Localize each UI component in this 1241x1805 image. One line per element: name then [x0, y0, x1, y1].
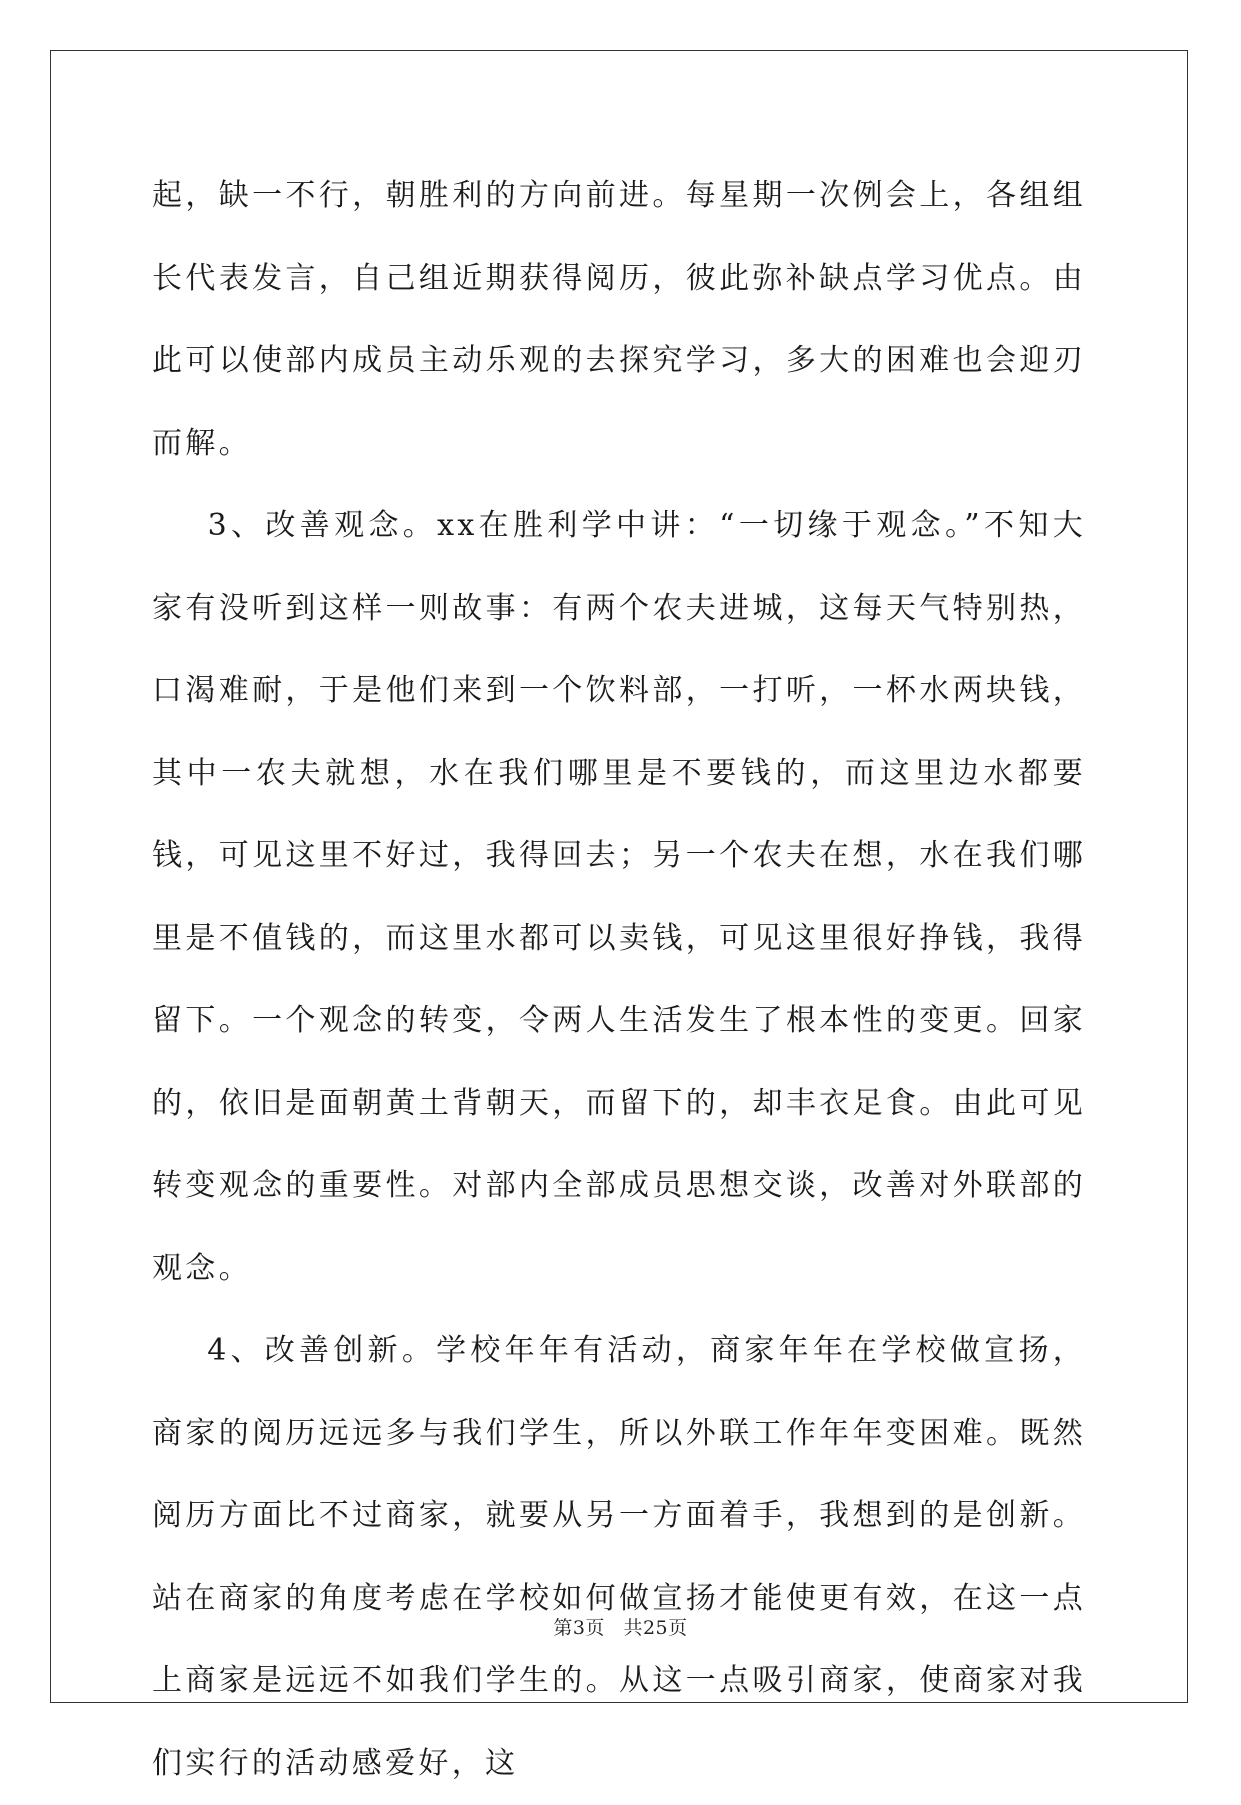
page-footer: [0, 1613, 1241, 1640]
document-body: [152, 155, 1086, 1805]
paragraph: 起，缺一不行，朝胜利的方向前进。每星期一次例会上，各组组长代表发言，自己组近期获得阅历，彼此弥补缺点学习优点。由此可以使部内成员主动乐观的去探究学习，多大的困难也会迎刃而解。: [152, 178, 1086, 461]
page-number: 第3页: [553, 1617, 605, 1639]
paragraph: 3、改善观念。xx在胜利学中讲：“一切缘于观念。”不知大家有没听到这样一则故事：有两个农夫进城，这每天气特别热，口渴难耐，于是他们来到一个饮料部，一打听，一杯水两块钱，其中一农夫就想，水在我们哪里是不要钱的，而这里边水都要钱，可见这里不好过，我得回去；另一个农夫在想，水在我们哪里是不值钱的，而这里水都可以卖钱，可见这里很好挣钱，我得留下。一个观念的转变，令两人生活发生了根本性的变更。回家的，依旧是面朝黄土背朝天，而留下的，却丰衣足食。由此可见转变观念的重要性。对部内全部成员思想交谈，改善对外联部的观念。: [152, 508, 1086, 1286]
paragraph: 4、改善创新。学校年年有活动，商家年年在学校做宣扬，商家的阅历远远多与我们学生，所以外联工作年年变困难。既然阅历方面比不过商家，就要从另一方面着手，我想到的是创新。站在商家的角度考虑在学校如何做宣扬才能使更有效，在这一点上商家是远远不如我们学生的。从这一点吸引商家，使商家对我们实行的活动感爱好，这: [152, 1333, 1086, 1781]
total-pages: 共25页: [623, 1617, 688, 1639]
